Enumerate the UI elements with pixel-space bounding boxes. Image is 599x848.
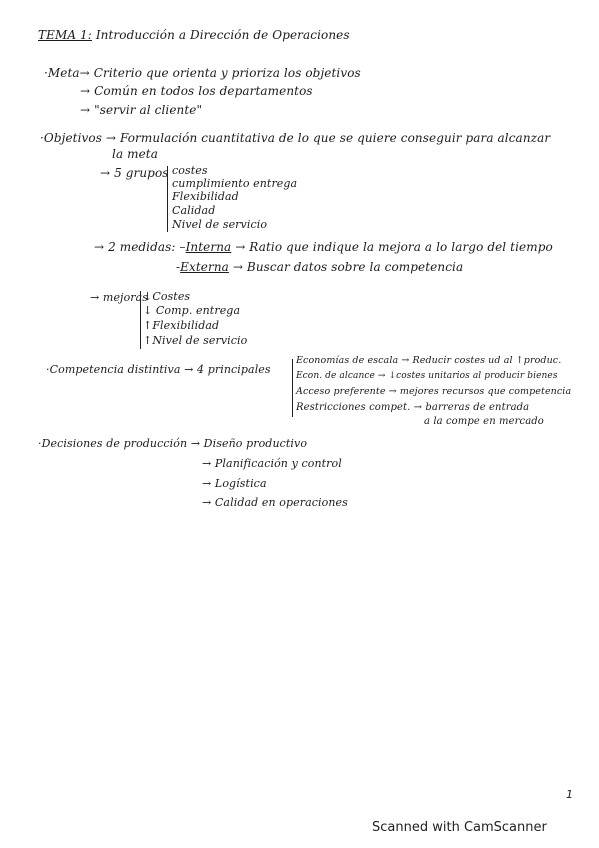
mejora-item-1: ↓Costes (143, 290, 191, 303)
medidas-externa-line: -Externa → Buscar datos sobre la competencia (176, 260, 464, 274)
medidas-interna-line (94, 240, 553, 254)
decision-item-1: → Planificación y control (202, 457, 342, 470)
interna-term: Interna (185, 240, 232, 254)
competencia-label: ·Competencia distintiva → 4 principales (46, 363, 271, 376)
competencia-item-5: a la compe en mercado (424, 416, 544, 427)
externa-desc: → Buscar datos sobre la competencia (232, 260, 464, 274)
competencia-item-2: Econ. de alcance → ↓costes unitarios al producir bienes (296, 371, 558, 381)
meta-sub-2: → "servir al cliente" (80, 103, 203, 117)
decision-item-2: → Logística (202, 477, 267, 490)
objetivos-line-2: la meta (112, 147, 158, 161)
page-title (38, 28, 350, 42)
decision-item-3: → Calidad en operaciones (202, 496, 348, 509)
meta-sub-1: → Común en todos los departamentos (80, 84, 313, 98)
mejoras-bracket (140, 291, 141, 349)
competencia-item-1: Economías de escala → Reducir costes ud al ↑produc. (296, 355, 562, 366)
grupo-item-4: Calidad (172, 204, 216, 217)
grupos-bracket (167, 166, 168, 232)
grupo-item-1: costes (172, 164, 208, 177)
externa-term: Externa (180, 260, 229, 274)
meta-line: ·Meta→ Criterio que orienta y prioriza los objetivos (44, 66, 361, 80)
grupo-item-5: Nivel de servicio (172, 218, 268, 231)
grupo-item-3: Flexibilidad (172, 190, 239, 203)
camscanner-watermark: Scanned with CamScanner (372, 820, 547, 835)
objetivos-line-1: ·Objetivos → Formulación cuantitativa de lo que se quiere conseguir para alcanzar (40, 131, 551, 145)
medidas-label: → 2 medidas: – (94, 240, 186, 254)
competencia-item-3: Acceso preferente → mejores recursos que competencia (296, 386, 572, 397)
mejora-item-4: ↑Nivel de servicio (143, 334, 248, 347)
interna-desc: → Ratio que indique la mejora a lo largo del tiempo (235, 240, 553, 254)
title-text: Introducción a Dirección de Operaciones (95, 28, 350, 42)
mejora-item-3: ↑Flexibilidad (143, 319, 220, 332)
decisiones-label: ·Decisiones de producción → Diseño productivo (38, 437, 308, 450)
mejora-item-2: ↓ Comp. entrega (143, 304, 241, 317)
competencia-item-4: Restricciones compet. → barreras de entrada (296, 402, 530, 413)
grupo-item-2: cumplimiento entrega (172, 177, 298, 190)
mejoras-label: → mejoras (90, 291, 149, 304)
grupos-label: → 5 grupos (100, 166, 169, 180)
page-number: 1 (566, 788, 573, 801)
competencia-bracket (292, 359, 293, 417)
title-tema: TEMA 1: (38, 28, 92, 42)
